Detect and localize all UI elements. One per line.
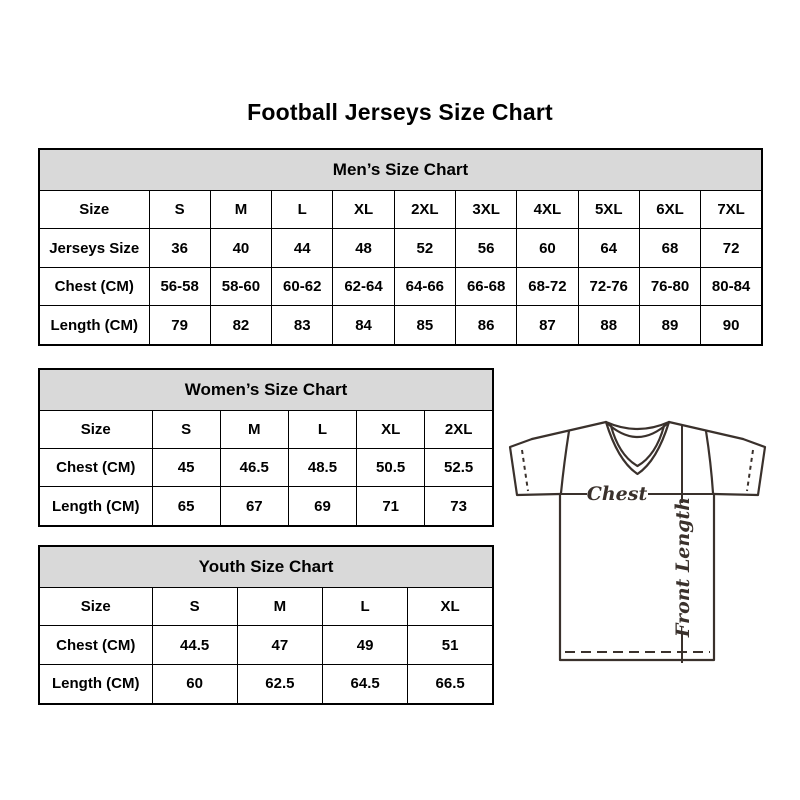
table-cell: 2XL	[425, 411, 493, 449]
table-cell: 85	[394, 306, 455, 345]
table-cell: L	[288, 411, 356, 449]
table-cell: 72-76	[578, 267, 639, 305]
jersey-right-sleeve	[714, 439, 765, 495]
table-cell: 84	[333, 306, 394, 345]
youth-size-table	[38, 545, 494, 705]
table-row	[39, 449, 493, 487]
table-cell: 86	[455, 306, 516, 345]
table-cell: XL	[357, 411, 425, 449]
table-cell: 66.5	[408, 664, 493, 704]
jersey-left-armhole	[561, 431, 569, 493]
table-cell: 44.5	[152, 626, 237, 664]
table-row	[39, 306, 762, 345]
table-cell: XL	[408, 588, 493, 626]
table-title: Men’s Size Chart	[39, 149, 762, 191]
table-cell: 2XL	[394, 191, 455, 229]
row-label-cell: Chest (CM)	[39, 626, 152, 664]
table-cell: 68	[639, 229, 700, 267]
table-cell: 3XL	[455, 191, 516, 229]
table-row	[39, 626, 493, 664]
table-cell: 69	[288, 487, 356, 526]
table-cell: 52	[394, 229, 455, 267]
table-cell: 60-62	[272, 267, 333, 305]
table-title: Youth Size Chart	[39, 546, 493, 588]
table-title: Women’s Size Chart	[39, 369, 493, 411]
table-cell: M	[237, 588, 322, 626]
table-cell: 5XL	[578, 191, 639, 229]
table-cell: 62-64	[333, 267, 394, 305]
page-title: Football Jerseys Size Chart	[247, 99, 553, 125]
table-cell: 47	[237, 626, 322, 664]
row-label-cell: Size	[39, 191, 149, 229]
table-cell: 40	[210, 229, 271, 267]
row-label-cell: Size	[39, 588, 152, 626]
table-cell: 48	[333, 229, 394, 267]
row-label-cell: Chest (CM)	[39, 449, 152, 487]
row-label-cell: Length (CM)	[39, 664, 152, 704]
table-cell: 67	[220, 487, 288, 526]
chest-label: Chest	[586, 483, 648, 505]
table-cell: 79	[149, 306, 210, 345]
jersey-outline-icon	[500, 395, 772, 677]
table-row	[39, 267, 762, 305]
mens-size-table	[38, 148, 763, 346]
row-label-cell: Length (CM)	[39, 487, 152, 526]
jersey-diagram	[500, 395, 772, 677]
table-cell: M	[220, 411, 288, 449]
table-cell: 88	[578, 306, 639, 345]
table-cell: 64-66	[394, 267, 455, 305]
table-cell: 68-72	[517, 267, 578, 305]
table-cell: 73	[425, 487, 493, 526]
table-cell: 83	[272, 306, 333, 345]
table-row	[39, 664, 493, 704]
table-cell: 72	[701, 229, 762, 267]
table-cell: 62.5	[237, 664, 322, 704]
table-cell: 65	[152, 487, 220, 526]
table-row	[39, 411, 493, 449]
table-cell: 50.5	[357, 449, 425, 487]
jersey-right-armhole	[706, 431, 713, 493]
table-cell: 80-84	[701, 267, 762, 305]
row-label-cell: Size	[39, 411, 152, 449]
table-cell: 60	[517, 229, 578, 267]
table-row	[39, 229, 762, 267]
table-cell: 64	[578, 229, 639, 267]
table-cell: 7XL	[701, 191, 762, 229]
front-length-label: Front Length	[672, 496, 694, 638]
table-cell: 46.5	[220, 449, 288, 487]
table-row	[39, 487, 493, 526]
table-cell: M	[210, 191, 271, 229]
jersey-left-sleeve	[510, 439, 560, 495]
table-cell: XL	[333, 191, 394, 229]
table-cell: 64.5	[323, 664, 408, 704]
table-cell: S	[152, 411, 220, 449]
left-cuff-dashed-line	[522, 450, 528, 491]
table-cell: 45	[152, 449, 220, 487]
table-cell: 87	[517, 306, 578, 345]
youth-size-table-grid	[38, 545, 494, 705]
table-cell: S	[152, 588, 237, 626]
table-cell: 89	[639, 306, 700, 345]
row-label-cell: Length (CM)	[39, 306, 149, 345]
jersey-collar-back-outer	[606, 422, 669, 429]
table-cell: 56	[455, 229, 516, 267]
table-cell: 51	[408, 626, 493, 664]
table-row	[39, 191, 762, 229]
womens-size-table	[38, 368, 494, 527]
table-cell: 56-58	[149, 267, 210, 305]
table-cell: 71	[357, 487, 425, 526]
table-cell: L	[272, 191, 333, 229]
table-cell: 4XL	[517, 191, 578, 229]
womens-size-table-grid	[38, 368, 494, 527]
table-cell: L	[323, 588, 408, 626]
table-cell: 6XL	[639, 191, 700, 229]
row-label-cell: Chest (CM)	[39, 267, 149, 305]
table-cell: 90	[701, 306, 762, 345]
table-cell: 66-68	[455, 267, 516, 305]
table-cell: 44	[272, 229, 333, 267]
table-cell: 52.5	[425, 449, 493, 487]
row-label-cell: Jerseys Size	[39, 229, 149, 267]
mens-size-table-grid	[38, 148, 763, 346]
table-cell: 49	[323, 626, 408, 664]
right-cuff-dashed-line	[747, 450, 753, 491]
table-cell: 58-60	[210, 267, 271, 305]
table-cell: 48.5	[288, 449, 356, 487]
table-cell: 76-80	[639, 267, 700, 305]
table-cell: 82	[210, 306, 271, 345]
table-row	[39, 588, 493, 626]
table-cell: 36	[149, 229, 210, 267]
table-cell: S	[149, 191, 210, 229]
table-cell: 60	[152, 664, 237, 704]
